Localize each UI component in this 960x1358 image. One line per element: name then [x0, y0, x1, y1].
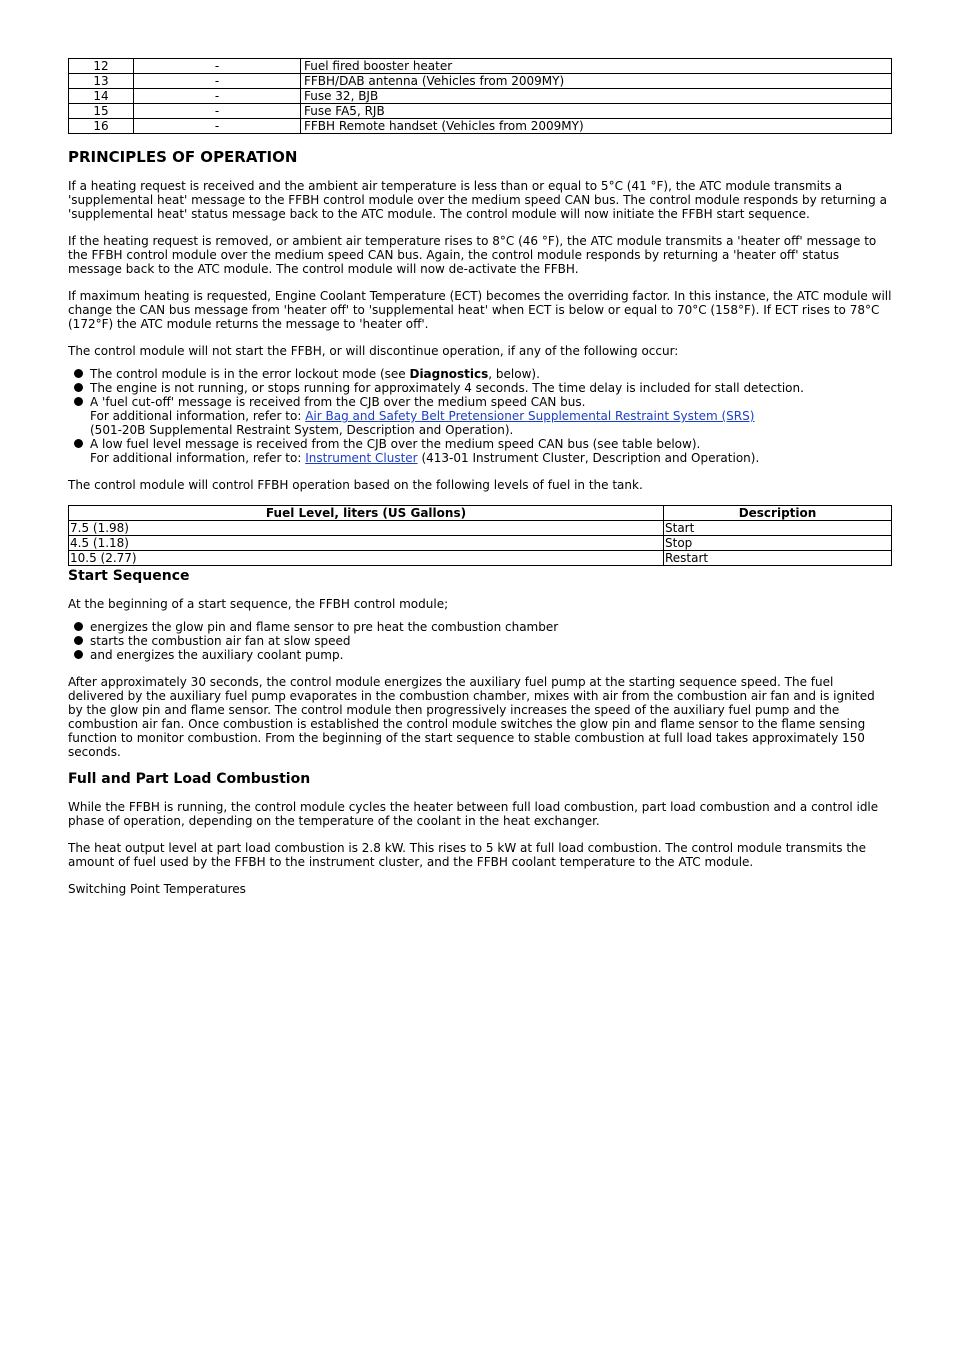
full-part-heading: Full and Part Load Combustion: [68, 771, 311, 787]
fuel-level-cell: 10.5 (2.77): [69, 551, 664, 566]
list-item: and energizes the auxiliary coolant pump.: [90, 648, 892, 662]
component-description: Fuse FA5, RJB: [301, 104, 892, 119]
table-row: [69, 74, 892, 89]
table-row: [69, 89, 892, 104]
principles-paragraph-1: If a heating request is received and the ambient air temperature is less than or equal to 5°C (41 °F), the ATC module transmits a 'supplemental heat' message to the FFBH control module over the medium speed CAN bus. The control module responds by returning a 'supplemental heat' status message back to the ATC module. The control module will now initiate the FFBH start sequence.: [68, 179, 887, 221]
component-separator: -: [134, 104, 301, 119]
component-separator: -: [134, 74, 301, 89]
bullet-icon: [74, 369, 83, 378]
diagnostics-emphasis: Diagnostics: [409, 367, 489, 381]
component-separator: -: [134, 59, 301, 74]
full-part-paragraph-1: While the FFBH is running, the control module cycles the heater between full load combustion, part load combustion and a control idle phase of operation, depending on the temperature of the coolant in the heat exchanger.: [68, 800, 879, 828]
component-number: 12: [69, 59, 134, 74]
instrument-cluster-link[interactable]: Instrument Cluster: [305, 451, 418, 465]
fuel-level-cell: 7.5 (1.98): [69, 521, 664, 536]
table-row: [69, 119, 892, 134]
fuel-level-table: [68, 505, 892, 566]
srs-link[interactable]: Air Bag and Safety Belt Pretensioner Supplemental Restraint System (SRS): [305, 409, 755, 423]
component-separator: -: [134, 119, 301, 134]
page-content: [68, 58, 892, 896]
component-description: Fuse 32, BJB: [301, 89, 892, 104]
table-row: [69, 551, 892, 566]
start-sequence-paragraph: After approximately 30 seconds, the control module energizes the auxiliary fuel pump at the starting sequence speed. The fuel delivered by the auxiliary fuel pump evaporates in the combustion chamber, mixes with air from the combustion air fan and is ignited by the glow pin and flame sensor. The control module then progressively increases the speed of the auxiliary fuel pump and the combustion air fan. Once combustion is established the control module switches the glow pin and flame sensor to the flame sensing function to monitor combustion. From the beginning of the start sequence to stable combustion at full load takes approximately 150 seconds.: [68, 675, 875, 759]
bullet-icon: [74, 439, 83, 448]
start-sequence-list: [68, 620, 892, 662]
component-separator: -: [134, 89, 301, 104]
component-table: [68, 58, 892, 134]
component-description: FFBH/DAB antenna (Vehicles from 2009MY): [301, 74, 892, 89]
list-item: energizes the glow pin and flame sensor to pre heat the combustion chamber: [90, 620, 892, 634]
table-header-row: [69, 506, 892, 521]
list-item: A 'fuel cut-off' message is received from the CJB over the medium speed CAN bus. For additional information, refer to: Air Bag and Safety Belt Pretensioner Supplemental Restraint System (SRS) (501-20B Supplemental Restraint System, Description and Operation).: [90, 395, 892, 437]
component-number: 13: [69, 74, 134, 89]
component-description: FFBH Remote handset (Vehicles from 2009MY): [301, 119, 892, 134]
stop-conditions-list: [68, 367, 892, 465]
column-header-fuel-level: Fuel Level, liters (US Gallons): [69, 506, 664, 521]
fuel-level-cell: 4.5 (1.18): [69, 536, 664, 551]
principles-heading: PRINCIPLES OF OPERATION: [68, 148, 298, 166]
table-row: [69, 59, 892, 74]
principles-paragraph-3: If maximum heating is requested, Engine Coolant Temperature (ECT) becomes the overriding factor. In this instance, the ATC module will change the CAN bus message from 'heater off' to 'supplemental heat' when ECT is below or equal to 70°C (158°F). If ECT rises to 78°C (172°F) the ATC module returns the message to 'heater off'.: [68, 289, 892, 331]
list-item: starts the combustion air fan at slow speed: [90, 634, 892, 648]
fuel-description-cell: Restart: [664, 551, 892, 566]
component-number: 15: [69, 104, 134, 119]
column-header-description: Description: [664, 506, 892, 521]
principles-paragraph-4: The control module will not start the FFBH, or will discontinue operation, if any of the following occur:: [68, 344, 679, 358]
component-description: Fuel fired booster heater: [301, 59, 892, 74]
bullet-icon: [74, 622, 83, 631]
bullet-icon: [74, 636, 83, 645]
list-item: A low fuel level message is received from the CJB over the medium speed CAN bus (see table below). For additional information, refer to: Instrument Cluster (413-01 Instrument Cluster, Description and Operation).: [90, 437, 892, 465]
switching-point-temperatures-label: Switching Point Temperatures: [68, 882, 246, 896]
list-item: The engine is not running, or stops running for approximately 4 seconds. The time delay is included for stall detection.: [90, 381, 892, 395]
start-sequence-intro: At the beginning of a start sequence, the FFBH control module;: [68, 597, 449, 611]
fuel-description-cell: Stop: [664, 536, 892, 551]
list-item: The control module is in the error lockout mode (see Diagnostics, below).: [90, 367, 892, 381]
bullet-icon: [74, 383, 83, 392]
fuel-description-cell: Start: [664, 521, 892, 536]
start-sequence-heading: Start Sequence: [68, 568, 190, 584]
bullet-icon: [74, 650, 83, 659]
full-part-paragraph-2: The heat output level at part load combustion is 2.8 kW. This rises to 5 kW at full load combustion. The control module transmits the amount of fuel used by the FFBH to the instrument cluster, and the FFBH coolant temperature to the ATC module.: [68, 841, 867, 869]
component-number: 14: [69, 89, 134, 104]
bullet-icon: [74, 397, 83, 406]
component-number: 16: [69, 119, 134, 134]
table-row: [69, 104, 892, 119]
table-row: [69, 521, 892, 536]
table-row: [69, 536, 892, 551]
principles-paragraph-2: If the heating request is removed, or ambient air temperature rises to 8°C (46 °F), the ATC module transmits a 'heater off' message to the FFBH control module over the medium speed CAN bus. Again, the control module responds by returning a 'heater off' status message back to the ATC module. The control module will now de-activate the FFBH.: [68, 234, 877, 276]
principles-paragraph-5: The control module will control FFBH operation based on the following levels of fuel in the tank.: [68, 478, 643, 492]
